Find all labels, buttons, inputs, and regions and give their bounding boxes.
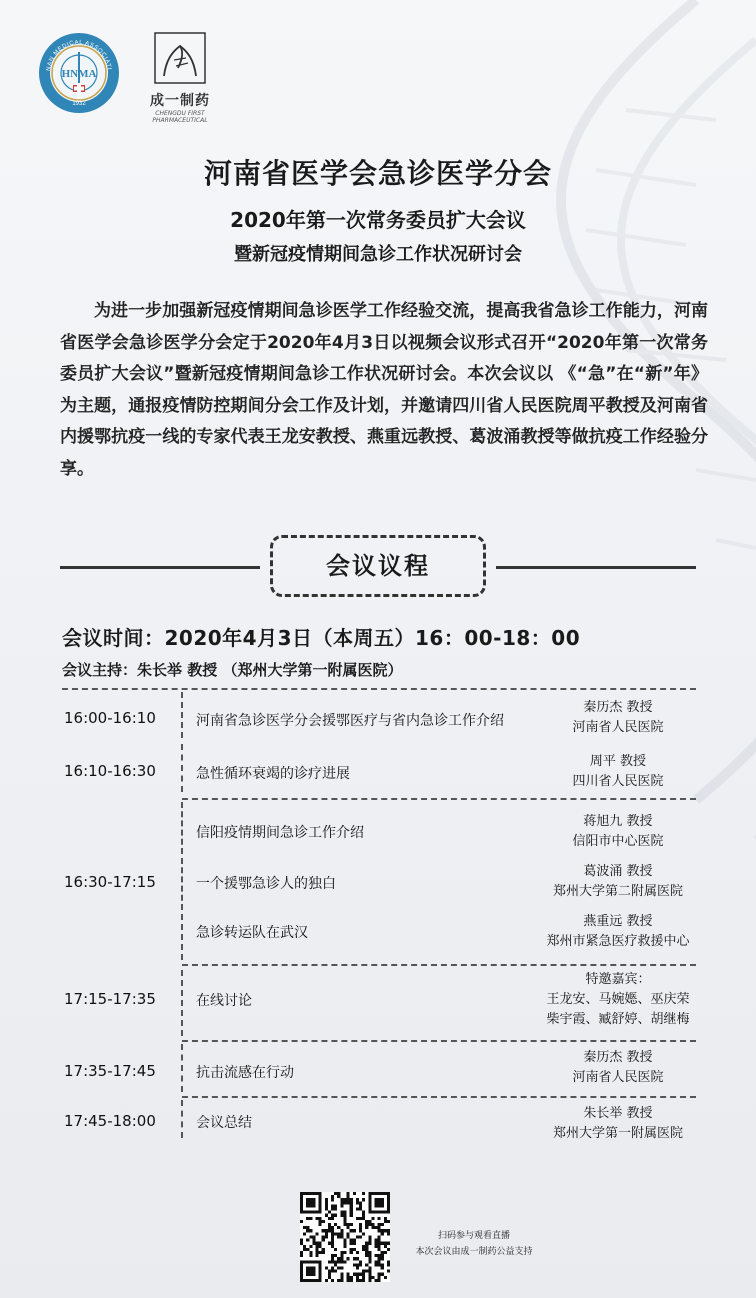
speaker-info [518,1104,718,1144]
speaker-name: 周平 教授 [589,754,647,769]
agenda-heading: 会议议程 [270,535,486,597]
timeline-segment [181,914,183,960]
speaker-name: 秦历杰 教授 [583,700,653,715]
livestream-qr-code[interactable] [300,1192,390,1282]
speaker-affiliation: 信阳市中心医院 [572,834,664,849]
speaker-info [518,970,718,1030]
speaker-name: 朱长举 教授 [583,1106,653,1121]
company-name: 成一制药 [150,93,210,109]
agenda-topic: 急诊转运队在武汉 [196,925,308,941]
speaker-affiliation: 四川省人民医院 [572,774,664,789]
speaker-name: 燕重远 教授 [583,914,653,929]
sponsor-note: 本次会议由成一制药公益支持 [415,1247,533,1257]
speaker-name: 葛波涌 教授 [583,864,653,879]
meeting-time: 会议时间：2020年4月3日（本周五）16：00-18：00 [62,626,581,650]
speaker-affiliation: 郑州大学第一附属医院 [552,1126,683,1141]
time-slot: 16:10-16:30 [64,762,156,780]
table-top-divider [62,688,696,690]
speaker-affiliation: 河南省人民医院 [572,1070,664,1085]
scan-instruction: 扫码参与观看直播 [437,1231,510,1241]
company-logo [140,30,220,124]
agenda-topic: 信阳疫情期间急诊工作介绍 [196,825,364,841]
timeline-segment [181,744,183,792]
intro-paragraph: 为进一步加强新冠疫情期间急诊医学工作经验交流，提高我省急诊工作能力，河南省医学会急诊医学分会定于2020年4月3日以视频会议形式召开“2020年第一次常务委员扩大会议”暨新冠疫情期间急诊工作状况研讨会。本次会议以 《“急”在“新”年》 为主题，通报疫情防控期间分会工作及计划，并邀请四川省人民医院周平教授及河南省内援鄂抗疫一线的专家代表王龙安教授、燕重远教授、葛波涌教授等做抗疫工作经验分享。 [60,301,708,479]
speaker-affiliation: 郑州大学第二附属医院 [552,884,683,899]
guest-label: 特邀嘉宾： [585,972,651,987]
time-slot: 17:35-17:45 [64,1062,156,1080]
hands-emblem-icon [152,30,208,86]
group-divider [182,798,696,800]
time-slot: 17:15-17:35 [64,990,156,1008]
group-divider [182,1040,696,1042]
agenda-divider-right [496,566,696,569]
speaker-info [518,812,718,852]
page-title: 河南省医学会急诊医学分会 [203,157,552,190]
agenda-topic: 河南省急诊医学分会援鄂医疗与省内急诊工作介绍 [196,713,504,729]
meeting-subtitle-2: 暨新冠疫情期间急诊工作状况研讨会 [234,244,522,265]
time-slot: 16:30-17:15 [64,873,156,891]
guest-names: 王龙安、马婉嫕、巫庆荣 [546,992,690,1007]
speaker-info [518,698,718,738]
speaker-name: 秦历杰 教授 [583,1050,653,1065]
speaker-info [518,912,718,952]
timeline-segment [181,1100,183,1138]
guest-names: 柴宇霞、臧舒婷、胡继梅 [546,1012,690,1027]
group-divider [182,964,696,966]
logo-year-text: 1932 [72,101,86,107]
timeline-segment [181,802,183,854]
speaker-info [518,1048,718,1088]
agenda-topic: 在线讨论 [196,993,252,1009]
time-slot: 16:00-16:10 [64,709,156,727]
medical-association-logo [38,32,120,114]
agenda-topic: 急性循环衰竭的诊疗进展 [196,766,350,782]
speaker-affiliation: 郑州市紧急医疗救援中心 [546,934,690,949]
logo-ring-text: NAN MEDICAL ASSOCIATI [46,39,112,72]
speaker-info [518,752,718,792]
agenda-topic: 一个援鄂急诊人的独白 [196,876,336,892]
meeting-subtitle: 2020年第一次常务委员扩大会议 [230,208,526,232]
timeline-segment [181,692,183,738]
speaker-info [518,862,718,902]
time-slot: 17:45-18:00 [64,1112,156,1130]
company-english-name: CHENGDU FIRST PHARMACEUTICAL [152,110,208,124]
speaker-affiliation: 河南省人民医院 [572,720,664,735]
agenda-topic: 会议总结 [196,1115,252,1131]
timeline-segment [181,970,183,1036]
timeline-segment [181,1044,183,1092]
speaker-name: 蒋旭九 教授 [583,814,653,829]
logo-center-text: HNMA [61,68,97,80]
meeting-host: 会议主持：朱长举 教授 （郑州大学第一附属医院） [62,661,403,679]
agenda-topic: 抗击流感在行动 [196,1065,294,1081]
agenda-divider-left [60,566,260,569]
group-divider [182,1096,696,1098]
timeline-segment [181,858,183,910]
